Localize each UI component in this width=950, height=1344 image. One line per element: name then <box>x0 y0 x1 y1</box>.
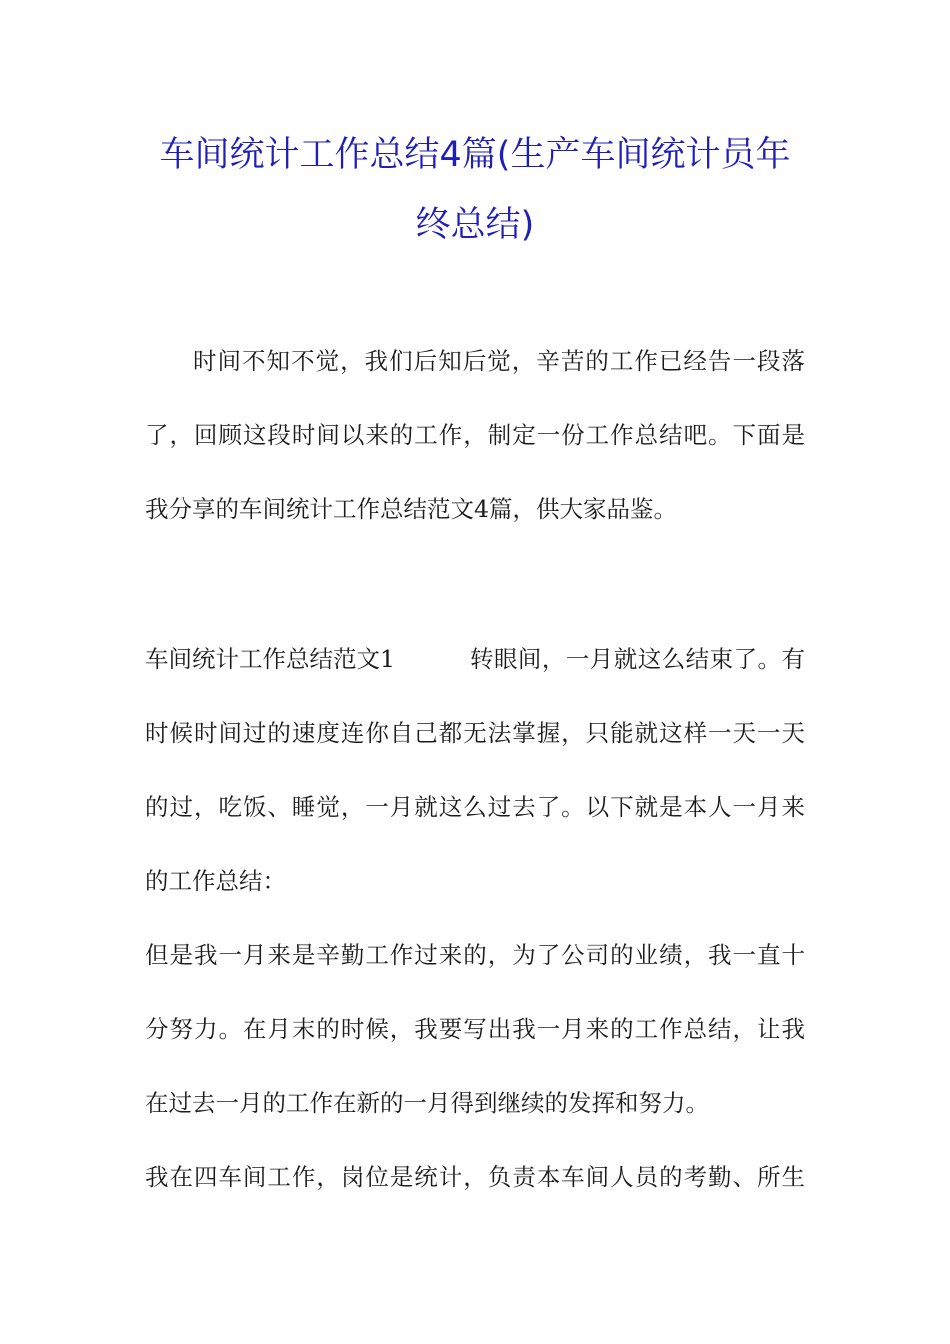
body-line-5: 分努力。在月末的时候，我要写出我一月来的工作总结，让我 <box>145 1015 805 1043</box>
body-line-2: 的过，吃饭、睡觉，一月就这么过去了。以下就是本人一月来 <box>145 793 805 821</box>
intro-line-3: 我分享的车间统计工作总结范文4篇，供大家品鉴。 <box>145 495 677 523</box>
body-line-4: 但是我一月来是辛勤工作过来的，为了公司的业绩，我一直十 <box>145 941 805 969</box>
section-heading: 车间统计工作总结范文1 <box>145 645 395 673</box>
intro-line-1: 时间不知不觉，我们后知后觉，辛苦的工作已经告一段落 <box>193 347 805 375</box>
section-first-line-text: 转眼间，一月就这么结束了。有 <box>470 645 805 673</box>
section-first-line <box>145 644 805 674</box>
document-title-line-1: 车间统计工作总结4篇(生产车间统计员年 <box>159 135 791 175</box>
document-title-line-2: 终总结) <box>415 205 535 245</box>
body-line-7: 我在四车间工作，岗位是统计，负责本车间人员的考勤、所生 <box>145 1163 805 1191</box>
body-line-1: 时候时间过的速度连你自己都无法掌握，只能就这样一天一天 <box>145 719 805 747</box>
body-line-3: 的工作总结： <box>145 867 286 895</box>
body-line-6: 在过去一月的工作在新的一月得到继续的发挥和努力。 <box>145 1089 709 1117</box>
intro-line-2: 了，回顾这段时间以来的工作，制定一份工作总结吧。下面是 <box>145 421 805 449</box>
